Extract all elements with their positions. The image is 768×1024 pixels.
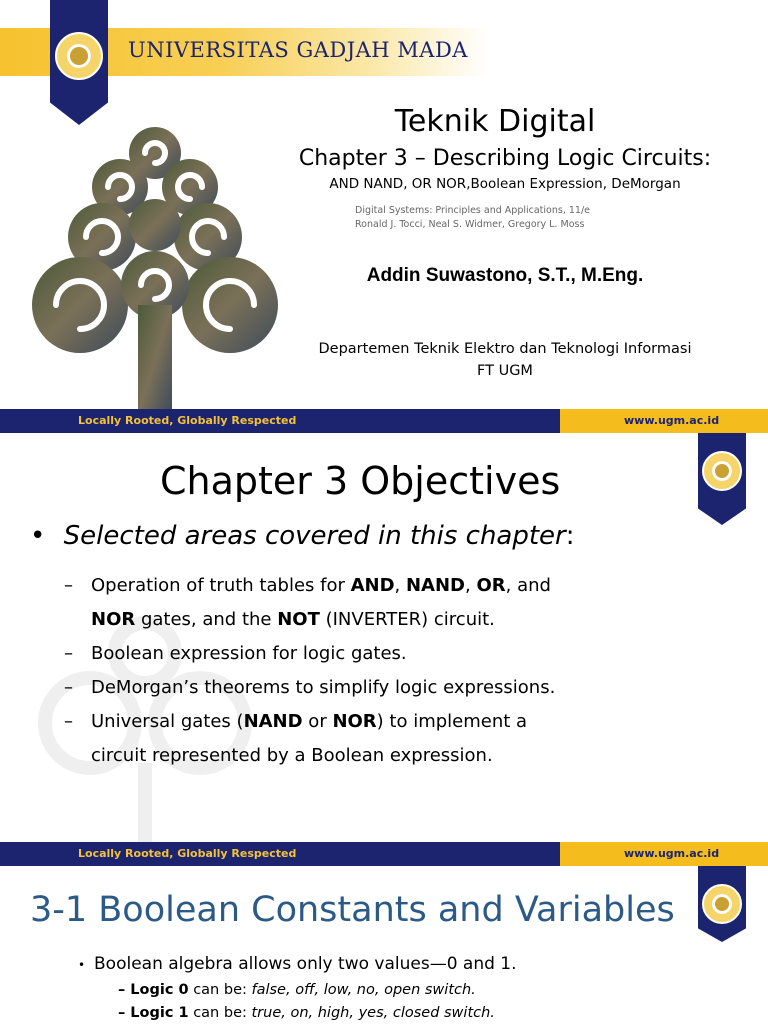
- list-item: – DeMorgan’s theorems to simplify logic expressions.: [64, 677, 556, 698]
- main-bullet: • Boolean algebra allows only two values—0 and 1.: [78, 954, 517, 974]
- list-item-continuation: circuit represented by a Boolean expression.: [91, 745, 493, 766]
- book-reference: [355, 204, 590, 232]
- list-item-continuation: NOR gates, and the NOT (INVERTER) circuit.: [91, 609, 495, 630]
- logic-0-line: – Logic 0 can be: false, off, low, no, open switch.: [118, 982, 476, 998]
- logic-1-line: – Logic 1 can be: true, on, high, yes, closed switch.: [118, 1005, 495, 1021]
- list-item: – Boolean expression for logic gates.: [64, 643, 407, 664]
- list-item: – Universal gates (NAND or NOR) to implement a: [64, 711, 528, 732]
- footer-slogan: Locally Rooted, Globally Respected: [78, 847, 297, 860]
- list-item: – Operation of truth tables for AND, NAND, OR, and: [64, 575, 551, 596]
- book-authors: Ronald J. Tocci, Neal S. Widmer, Gregory L. Moss: [355, 219, 585, 230]
- book-title: Digital Systems: Principles and Applications, 11/e: [355, 205, 590, 216]
- bullet-dot: •: [78, 958, 86, 972]
- department-line-1: Departemen Teknik Elektro dan Teknologi Informasi: [318, 341, 692, 357]
- boolean-constants-slide: [0, 866, 768, 1024]
- slide-title: 3-1 Boolean Constants and Variables: [30, 890, 675, 930]
- ugm-seal-icon: [55, 32, 103, 80]
- footer-url: www.ugm.ac.id: [624, 847, 720, 860]
- ugm-seal-icon: [702, 451, 742, 491]
- title-slide: [0, 0, 768, 433]
- tree-photo-collage-icon: [20, 125, 290, 415]
- bullet-dot: •: [30, 521, 46, 551]
- main-bullet: [30, 521, 575, 551]
- slide-footer: [0, 842, 768, 866]
- presentation-subtitle: Chapter 3 – Describing Logic Circuits:: [298, 146, 712, 171]
- presentation-title: Teknik Digital: [394, 104, 596, 139]
- author-name: Addin Suwastono, S.T., M.Eng.: [366, 265, 644, 286]
- department-line-2: FT UGM: [477, 363, 533, 379]
- bullet-colon: :: [565, 521, 575, 551]
- objectives-slide: [0, 433, 768, 866]
- slide-footer: [0, 409, 768, 433]
- presentation-topics: AND NAND, OR NOR,Boolean Expression, DeMorgan: [329, 176, 681, 192]
- slide-title: Chapter 3 Objectives: [160, 459, 561, 503]
- department: [262, 338, 748, 382]
- footer-slogan: Locally Rooted, Globally Respected: [78, 414, 297, 427]
- footer-url: www.ugm.ac.id: [624, 414, 720, 427]
- ugm-seal-icon: [702, 884, 742, 924]
- objectives-list: [64, 569, 555, 773]
- bullet-text: Selected areas covered in this chapter: [63, 521, 566, 551]
- university-name: UNIVERSITAS GADJAH MADA: [128, 38, 468, 62]
